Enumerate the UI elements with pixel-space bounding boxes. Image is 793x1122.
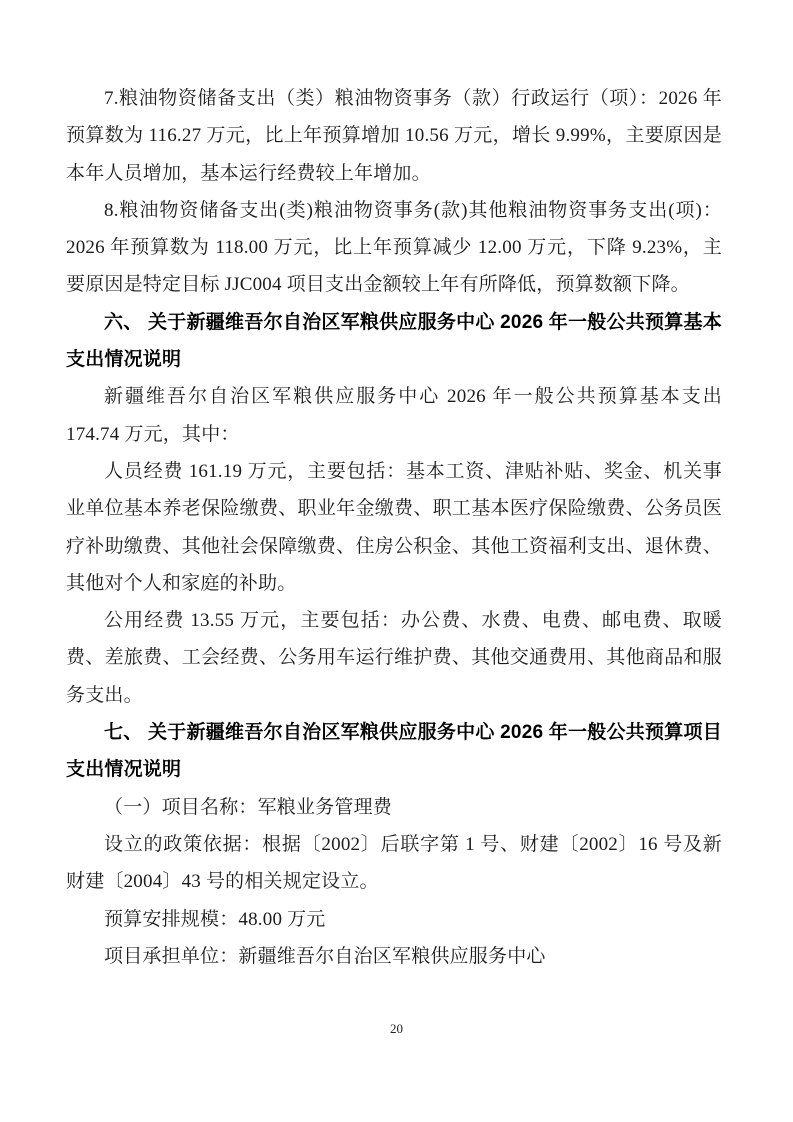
paragraph-project-name: （一）项目名称：军粮业务管理费 bbox=[104, 796, 393, 818]
paragraph-other-grain-affairs-item-8: 8.粮油物资储备支出(类)粮油物资事务(款)其他粮油物资事务支出(项)：2026 年预算数为 118.00 万元，比上年预算减少 12.00 万元，下降 9.23%，主要原因是特定目标 JJC004 项目支出金额较上年有所降低，预算数额下降。 bbox=[66, 199, 722, 296]
paragraph-public-funds: 公用经费 13.55 万元，主要包括：办公费、水费、电费、邮电费、取暖费、差旅费、工会经费、公务用车运行维护费、其他交通费用、其他商品和服务支出。 bbox=[66, 610, 722, 706]
paragraph-basic-expenditure-total: 新疆维吾尔自治区军粮供应服务中心 2026 年一般公共预算基本支出 174.74 万元，其中： bbox=[66, 386, 722, 445]
paragraph-project-undertaker: 项目承担单位：新疆维吾尔自治区军粮供应服务中心 bbox=[104, 945, 546, 967]
paragraph-grain-admin-operation-item-7: 7.粮油物资储备支出（类）粮油物资事务（款）行政运行（项）：2026 年预算数为 116.27 万元，比上年预算增加 10.56 万元，增长 9.99%，主要原因是本年人员增加，基本运行经费较上年增加。 bbox=[66, 88, 722, 184]
paragraph-policy-basis: 设立的政策依据：根据〔2002〕后联字第 1 号、财建〔2002〕16 号及新财建〔2004〕43 号的相关规定设立。 bbox=[66, 833, 722, 893]
paragraph-budget-scale: 预算安排规模：48.00 万元 bbox=[104, 908, 326, 930]
section-heading-7-project-expenditure: 七、 关于新疆维吾尔自治区军粮供应服务中心 2026 年一般公共预算项目支出情况说明 bbox=[66, 722, 722, 781]
document-content bbox=[66, 80, 722, 975]
section-heading-6-basic-expenditure: 六、 关于新疆维吾尔自治区军粮供应服务中心 2026 年一般公共预算基本支出情况说明 bbox=[66, 311, 722, 371]
paragraph-personnel-funds: 人员经费 161.19 万元，主要包括：基本工资、津贴补贴、奖金、机关事业单位基本养老保险缴费、职业年金缴费、职工基本医疗保险缴费、公务员医疗补助缴费、其他社会保障缴费、住房公积金、其他工资福利支出、退休费、其他对个人和家庭的补助。 bbox=[66, 460, 722, 594]
page-number: 20 bbox=[390, 1021, 403, 1036]
